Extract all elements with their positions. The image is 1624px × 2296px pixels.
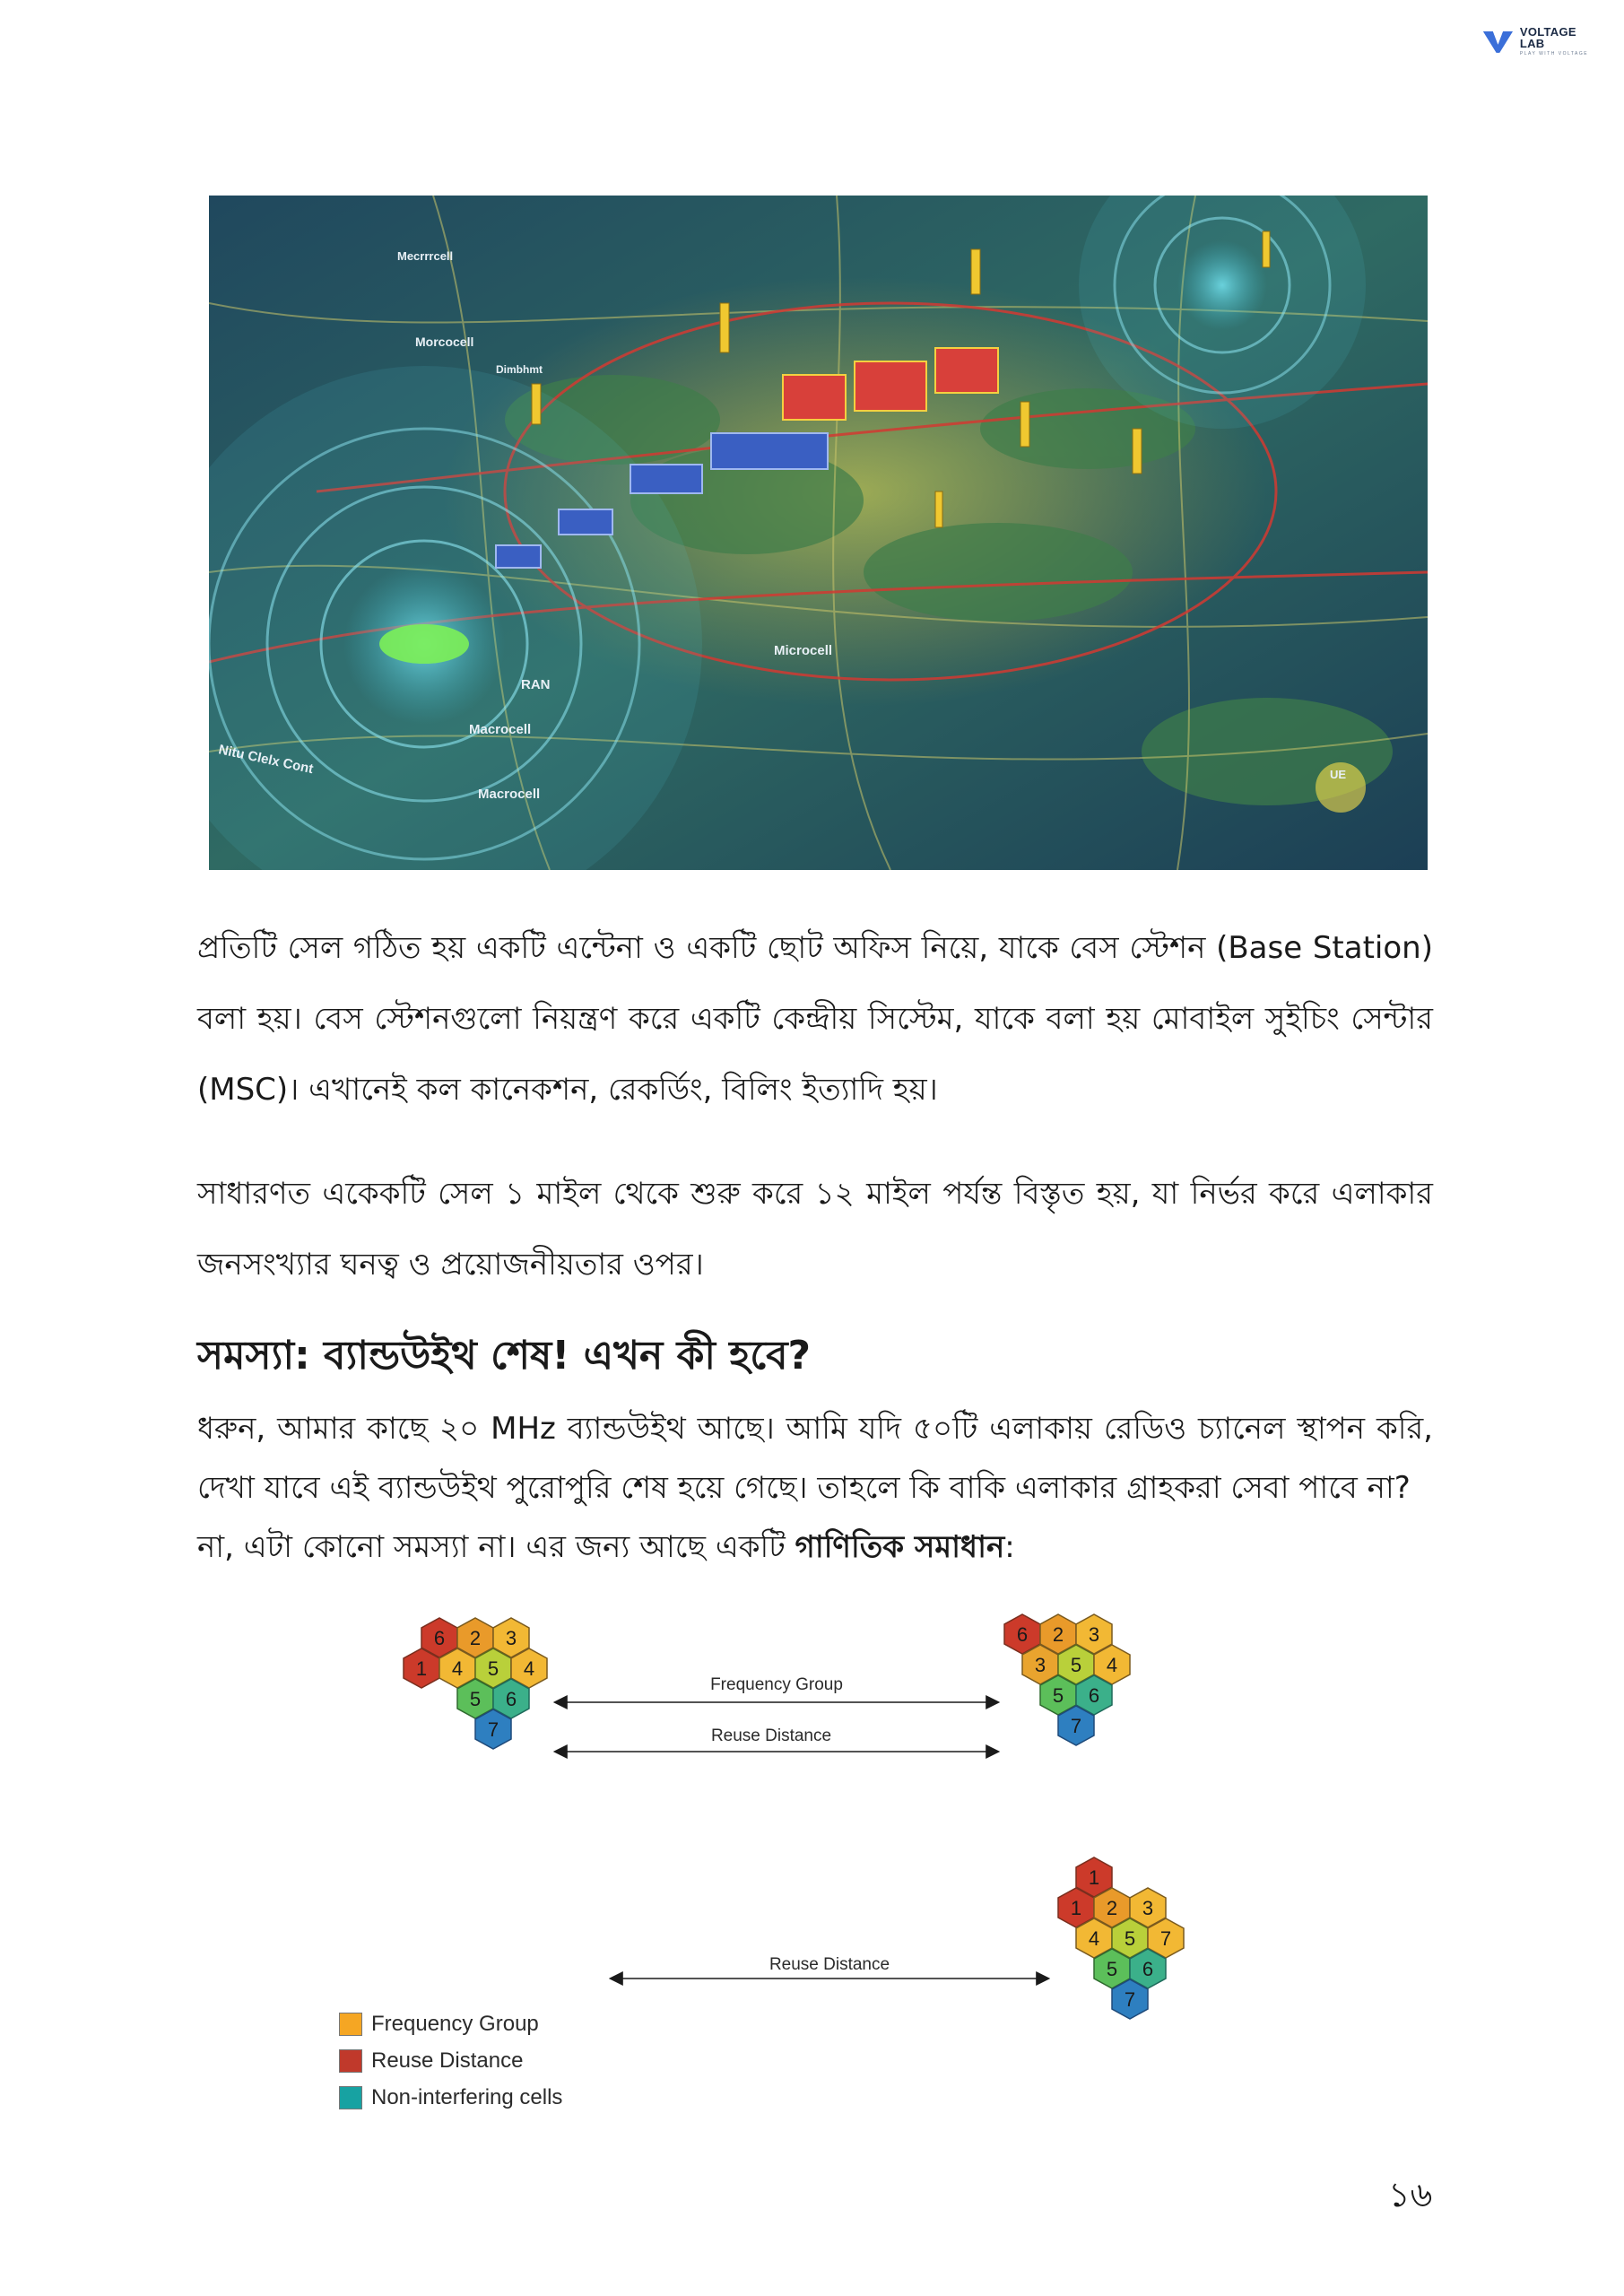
hex-cell: 3: [1142, 1896, 1154, 1919]
map-label-6: Macrocell: [469, 722, 532, 737]
hex-cell: 2: [1052, 1622, 1064, 1646]
hex-cell: 3: [1034, 1653, 1046, 1676]
hex-cell: 2: [1106, 1896, 1118, 1919]
map-label-4: Microcell: [774, 643, 833, 658]
paragraph-solution-lead: না, এটা কোনো সমস্যা না। এর জন্য আছে একটি: [197, 1529, 795, 1565]
paragraph-base-station: প্রতিটি সেল গঠিত হয় একটি এন্টেনা ও একটি ছোট অফিস নিয়ে, যাকে বেস স্টেশন (Base Station) বলা হয়। বেস স্টেশনগুলো নিয়ন্ত্রণ করে একটি কেন্দ্রীয় সিস্টেম, যাকে বলা হয় মোবাইল সুইচিং সেন্টার (MSC)। এখানেই কল কানেকশন, রেকর্ডিং, বিলিং ইত্যাদি হয়।: [197, 930, 1433, 1108]
hex-cell: 6: [1088, 1683, 1100, 1707]
legend-swatch-non-interfering: [339, 2086, 362, 2109]
paragraph-solution-tail: :: [1004, 1529, 1015, 1565]
map-label-1: Mecrrrcell: [397, 249, 454, 263]
hex-cell: 5: [1052, 1683, 1064, 1707]
logo-v-icon: [1481, 27, 1515, 56]
hex-cell: 7: [1124, 1987, 1136, 2011]
hex-cell: 5: [469, 1687, 482, 1710]
hex-cell: 6: [1016, 1622, 1029, 1646]
hex-cell: 6: [505, 1687, 517, 1710]
map-label-7: Nitu Clelx Cont: [217, 742, 315, 778]
hex-cell: 4: [451, 1657, 464, 1680]
voltage-lab-logo: [1481, 23, 1598, 59]
hex-cell: 7: [487, 1718, 499, 1741]
hex-cell: 5: [1124, 1926, 1136, 1950]
paragraph-bandwidth-text: ধরুন, আমার কাছে ২০ MHz ব্যান্ডউইথ আছে। আমি যদি ৫০টি এলাকায় রেডিও চ্যানেল স্থাপন করি, দেখা যাবে এই ব্যান্ডউইথ পুরোপুরি শেষ হয়ে গেছে। তাহলে কি বাকি এলাকার গ্রাহকরা সেবা পাবে না?: [197, 1411, 1433, 1506]
reuse-distance-label-top: Reuse Distance: [710, 1726, 832, 1745]
frequency-group-label: Frequency Group: [710, 1675, 843, 1694]
map-label-5: RAN: [521, 677, 551, 692]
legend-item-frequency-group: [339, 2005, 562, 2042]
hex-cell: 1: [1070, 1896, 1082, 1919]
map-label-9: UE: [1330, 768, 1347, 781]
hex-cell: 4: [1088, 1926, 1100, 1950]
hex-cell: 6: [1142, 1957, 1154, 1980]
hex-cluster-b: [1004, 1614, 1130, 1745]
hex-cell: 5: [1106, 1957, 1118, 1980]
hex-cell: 4: [523, 1657, 535, 1680]
legend-label: Reuse Distance: [371, 2048, 524, 2073]
map-label-2: Morcocell: [415, 335, 474, 349]
legend-label: Frequency Group: [371, 2011, 539, 2036]
legend-item-reuse-distance: [339, 2042, 562, 2079]
legend-swatch-reuse-distance: [339, 2049, 362, 2073]
cellular-network-map-illustration: [209, 196, 1428, 870]
paragraph-solution-bold: গাণিতিক সমাধান: [795, 1529, 1005, 1565]
hex-cell: 6: [433, 1626, 446, 1649]
reuse-distance-label-bottom: Reuse Distance: [769, 1955, 890, 1974]
paragraph-bandwidth: [197, 1399, 1433, 1577]
hex-cell: 7: [1070, 1714, 1082, 1737]
hex-cluster-c: [1058, 1857, 1184, 2019]
diagram-legend: [339, 2005, 562, 2116]
page-number: ১৬: [1388, 2175, 1433, 2214]
logo-text: VOLTAGE LAB: [1519, 25, 1576, 50]
hex-cluster-a: [404, 1618, 547, 1749]
section-heading: সমস্যা: ব্যান্ডউইথ শেষ! এখন কী হবে?: [197, 1333, 812, 1378]
logo-tagline: PLAY WITH VOLTAGE: [1519, 51, 1589, 57]
legend-item-non-interfering: [339, 2079, 562, 2116]
hex-cell: 3: [1088, 1622, 1100, 1646]
hex-cell: 2: [469, 1626, 482, 1649]
map-label-3: Dimbhmt: [496, 363, 543, 376]
hex-cell: 3: [505, 1626, 517, 1649]
hex-cell: 1: [415, 1657, 428, 1680]
map-label-8: Macrocell: [478, 787, 541, 802]
hex-cell: 4: [1106, 1653, 1118, 1676]
hex-cell: 5: [487, 1657, 499, 1680]
hex-cell: 1: [1088, 1866, 1100, 1889]
legend-swatch-frequency-group: [339, 2013, 362, 2036]
legend-label: Non-interfering cells: [371, 2084, 563, 2109]
paragraph-cell-range: সাধারণত একেকটি সেল ১ মাইল থেকে শুরু করে ১২ মাইল পর্যন্ত বিস্তৃত হয়, যা নির্ভর করে এলাকার জনসংখ্যার ঘনত্ব ও প্রয়োজনীয়তার ওপর।: [197, 1176, 1433, 1283]
hex-cell: 7: [1159, 1926, 1172, 1950]
hex-cell: 5: [1070, 1653, 1082, 1676]
